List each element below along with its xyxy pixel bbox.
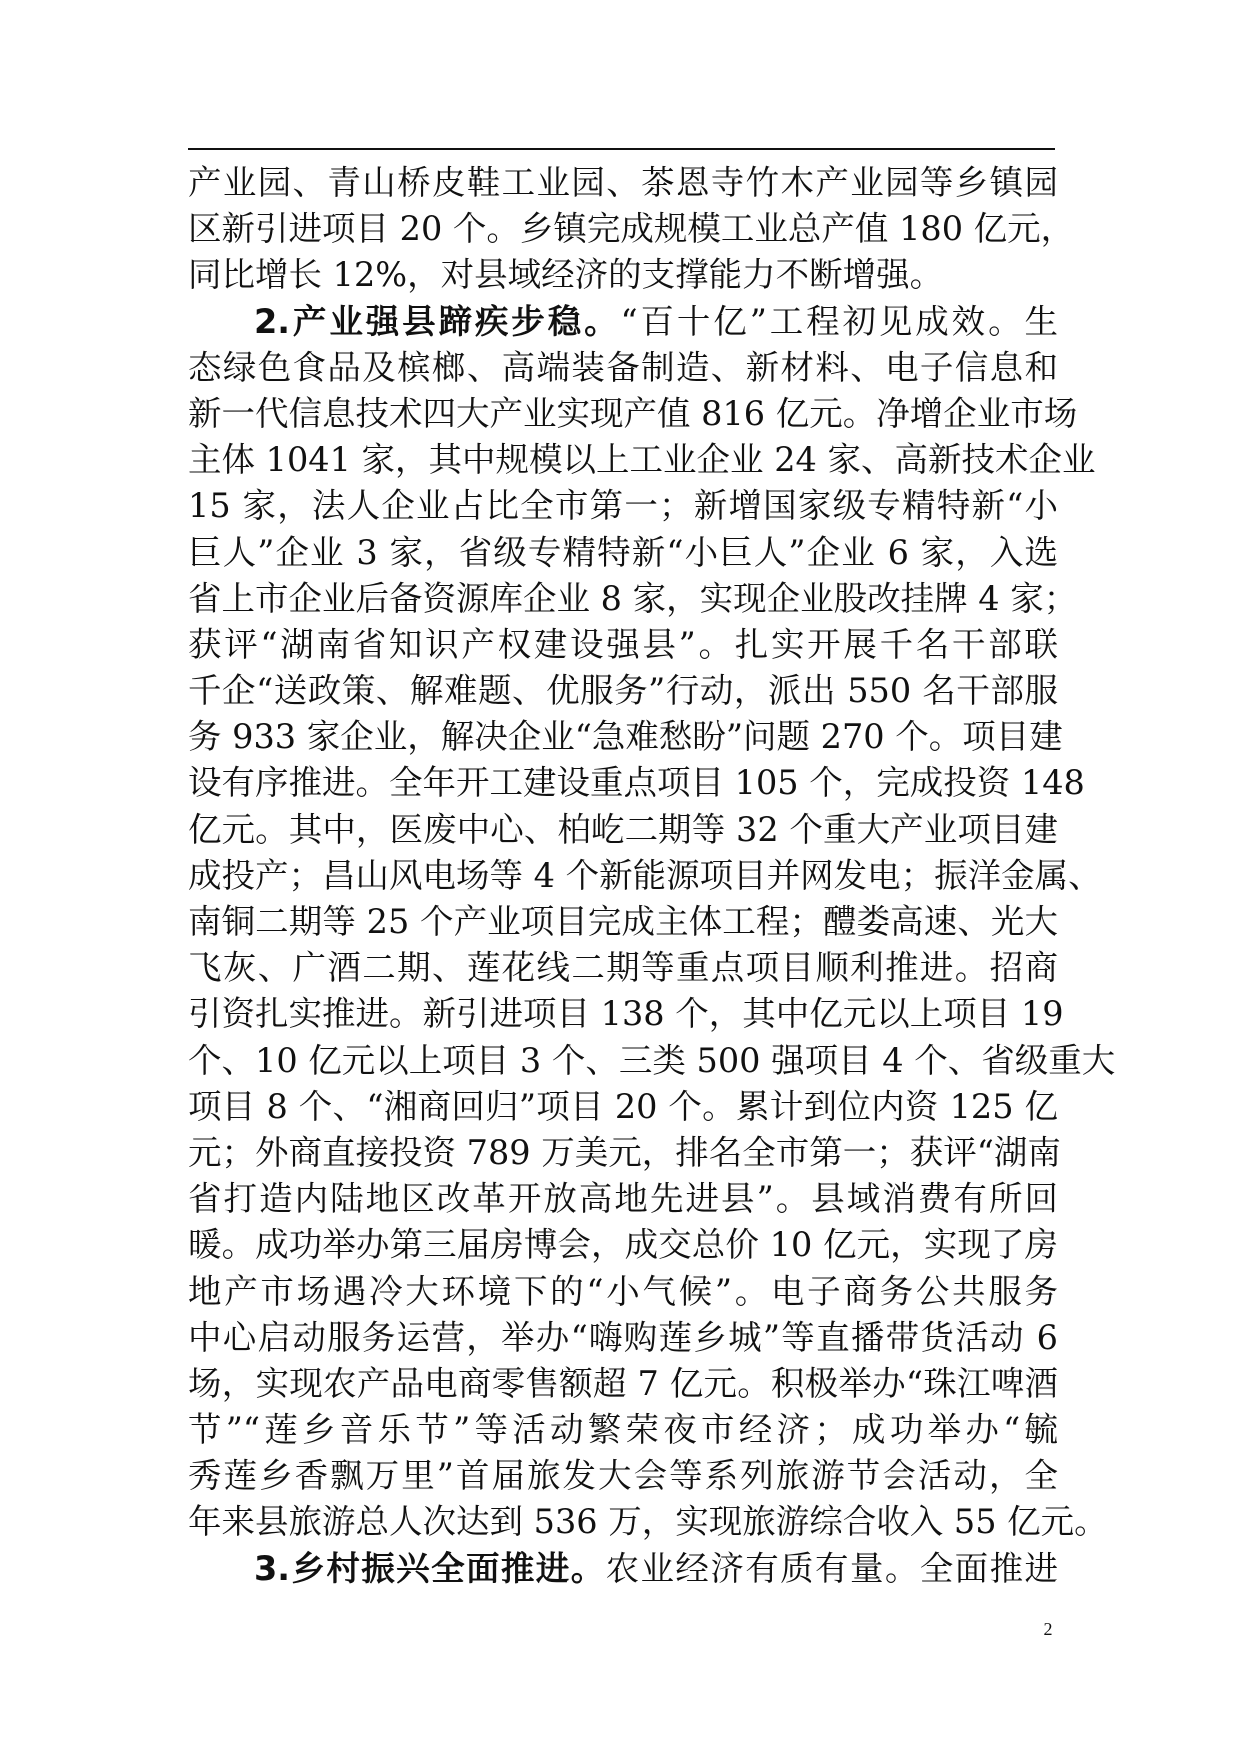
paragraph-line: 项目 8 个、“湘商回归”项目 20 个。累计到位内资 125 亿 [188, 1086, 1058, 1126]
paragraph-line: 南铜二期等 25 个产业项目完成主体工程；醴娄高速、光大 [188, 902, 1058, 941]
paragraph-line: 地产市场遇冷大环境下的“小气候”。电子商务公共服务 [188, 1271, 1058, 1311]
paragraph-line: 巨人”企业 3 家，省级专精特新“小巨人”企业 6 家，入选 [188, 532, 1058, 572]
header-rule [188, 148, 1055, 150]
paragraph-line: 区新引进项目 20 个。乡镇完成规模工业总产值 180 亿元， [188, 209, 1075, 249]
section-3-first-line-text: 农业经济有质有量。全面推进 [605, 1548, 1058, 1588]
paragraph-line: 获评“湖南省知识产权建设强县”。扎实开展千名干部联 [188, 624, 1058, 664]
paragraph-line: 场，实现农产品电商零售额超 7 亿元。积极举办“珠江啤酒 [188, 1363, 1058, 1403]
paragraph-line: 秀莲乡香飘万里”首届旅发大会等系列旅游节会活动，全 [188, 1456, 1058, 1496]
section-3-first-line [188, 1546, 1058, 1592]
paragraph-line: 态绿色食品及槟榔、高端装备制造、新材料、电子信息和 [188, 347, 1058, 387]
paragraph-line: 暖。成功举办第三届房博会，成交总价 10 亿元，实现了房 [188, 1225, 1058, 1265]
section-2-heading: 2.产业强县蹄疾步稳。 [254, 301, 621, 341]
body-text [188, 160, 1116, 1592]
paragraph-line: 亿元。其中，医废中心、柏屹二期等 32 个重大产业项目建 [188, 809, 1058, 849]
paragraph-line: 务 933 家企业，解决企业“急难愁盼”问题 270 个。项目建 [188, 717, 1063, 757]
paragraph-line: 中心启动服务运营，举办“嗨购莲乡城”等直播带货活动 6 [188, 1317, 1058, 1357]
section-3-heading: 3.乡村振兴全面推进。 [254, 1548, 606, 1588]
paragraph-line: 节”“莲乡音乐节”等活动繁荣夜市经济；成功举办“毓 [188, 1410, 1058, 1450]
paragraph-line: 千企“送政策、解难题、优服务”行动，派出 550 名干部服 [188, 671, 1058, 711]
paragraph-line: 年来县旅游总人次达到 536 万，实现旅游综合收入 55 亿元。 [188, 1502, 1108, 1542]
paragraph-line: 设有序推进。全年开工建设重点项目 105 个，完成投资 148 [188, 763, 1085, 803]
paragraph-line: 主体 1041 家，其中规模以上工业企业 24 家、高新技术企业 [188, 440, 1096, 480]
paragraph-line: 产业园、青山桥皮鞋工业园、茶恩寺竹木产业园等乡镇园 [188, 163, 1058, 202]
paragraph-line: 元；外商直接投资 789 万美元，排名全市第一；获评“湖南 [188, 1132, 1061, 1172]
paragraph-line: 15 家，法人企业占比全市第一；新增国家级专精特新“小 [188, 486, 1058, 526]
paragraph-line: 个、10 亿元以上项目 3 个、三类 500 强项目 4 个、省级重大 [188, 1040, 1116, 1080]
paragraph-line: 新一代信息技术四大产业实现产值 816 亿元。净增企业市场 [188, 393, 1078, 433]
paragraph-line: 飞灰、广酒二期、莲花线二期等重点项目顺利推进。招商 [188, 948, 1058, 988]
paragraph-line: 同比增长 12%，对县域经济的支撑能力不断增强。 [188, 255, 944, 295]
paragraph-line: 省打造内陆地区改革开放高地先进县”。县域消费有所回 [188, 1179, 1058, 1219]
paragraph-line: 引资扎实推进。新引进项目 138 个，其中亿元以上项目 19 [188, 994, 1064, 1034]
page-number: 2 [1043, 1619, 1053, 1639]
paragraph-line: 成投产；昌山风电场等 4 个新能源项目并网发电；振洋金属、 [188, 855, 1102, 895]
paragraph-line: 省上市企业后备资源库企业 8 家，实现企业股改挂牌 4 家； [188, 578, 1078, 618]
section-2-first-line-text: “百十亿”工程初见成效。生 [620, 301, 1058, 341]
section-2-first-line [188, 299, 1058, 345]
